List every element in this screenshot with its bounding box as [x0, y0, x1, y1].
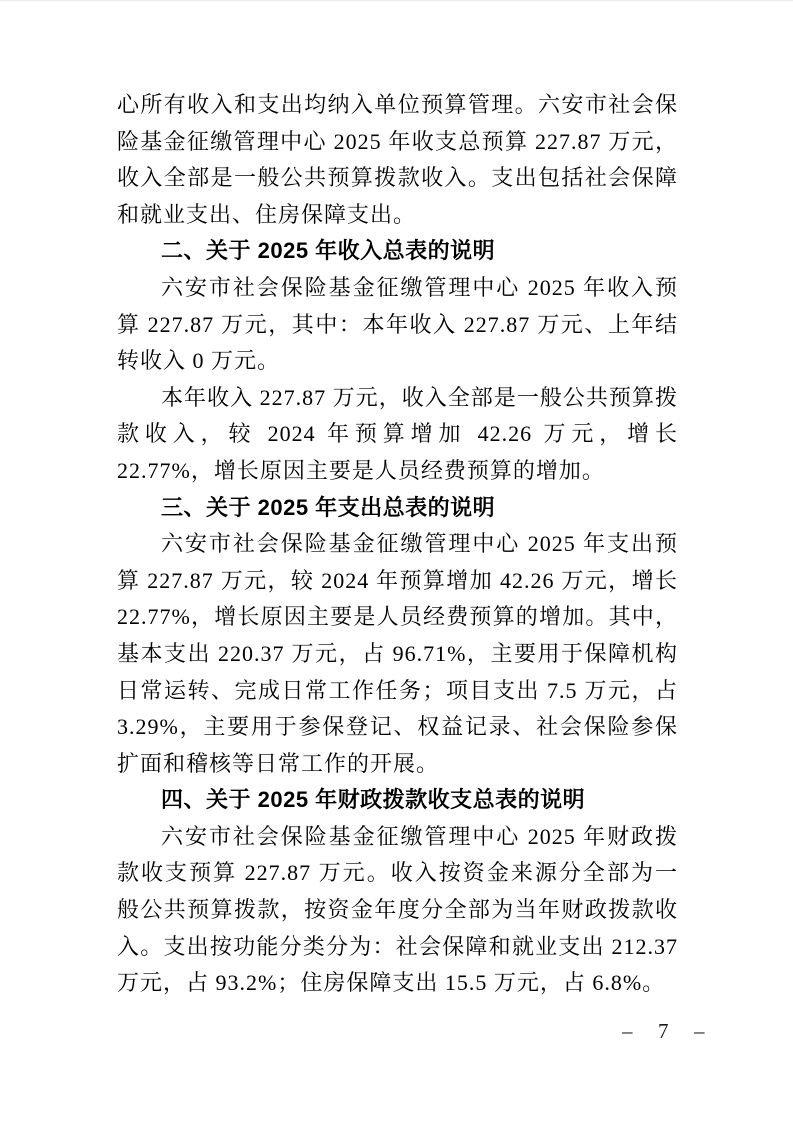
page-number: – 7 – — [622, 1019, 710, 1043]
section-heading-fiscal-appropriation-table: 四、关于 2025 年财政拨款收支总表的说明 — [161, 787, 586, 813]
paragraph-budget-overview: 心所有收入和支出均纳入单位预算管理。六安市社会保险基金征缴管理中心 2025 年收支总预算 227.87 万元，收入全部是一般公共预算拨款收入。支出包括社会保障和就业支出、住房保障支出。 — [117, 92, 678, 227]
paragraph-income-growth: 本年收入 227.87 万元，收入全部是一般公共预算拨款收入，较 2024 年预算增加 42.26 万元，增长 22.77%，增长原因主要是人员经费预算的增加。 — [117, 384, 678, 483]
paragraph-income-total: 六安市社会保险基金征缴管理中心 2025 年收入预算 227.87 万元，其中：本年收入 227.87 万元、上年结转收入 0 万元。 — [117, 274, 678, 374]
paragraph-fiscal-appropriation-detail: 六安市社会保险基金征缴管理中心 2025 年财政拨款收支预算 227.87 万元。收入按资金来源分全部为一般公共预算拨款，按资金年度分全部为当年财政拨款收入。支出按功能分类分为：社会保障和就业支出 212.37 万元，占 93.2%；住房保障支出 15.5 万元，占 6.8%。 — [117, 823, 678, 996]
section-heading-income-table: 二、关于 2025 年收入总表的说明 — [161, 238, 496, 264]
document-body — [117, 87, 678, 1002]
section-heading-expenditure-table: 三、关于 2025 年支出总表的说明 — [161, 494, 496, 520]
paragraph-expenditure-detail: 六安市社会保险基金征缴管理中心 2025 年支出预算 227.87 万元，较 2024 年预算增加 42.26 万元，增长 22.77%，增长原因主要是人员经费预算的增加。其中，基本支出 220.37 万元，占 96.71%，主要用于保障机构日常运转、完成日常工作任务；项目支出 7.5 万元，占 3.29%，主要用于参保登记、权益记录、社会保险参保扩面和稽核等日常工作的开展。 — [117, 531, 678, 776]
